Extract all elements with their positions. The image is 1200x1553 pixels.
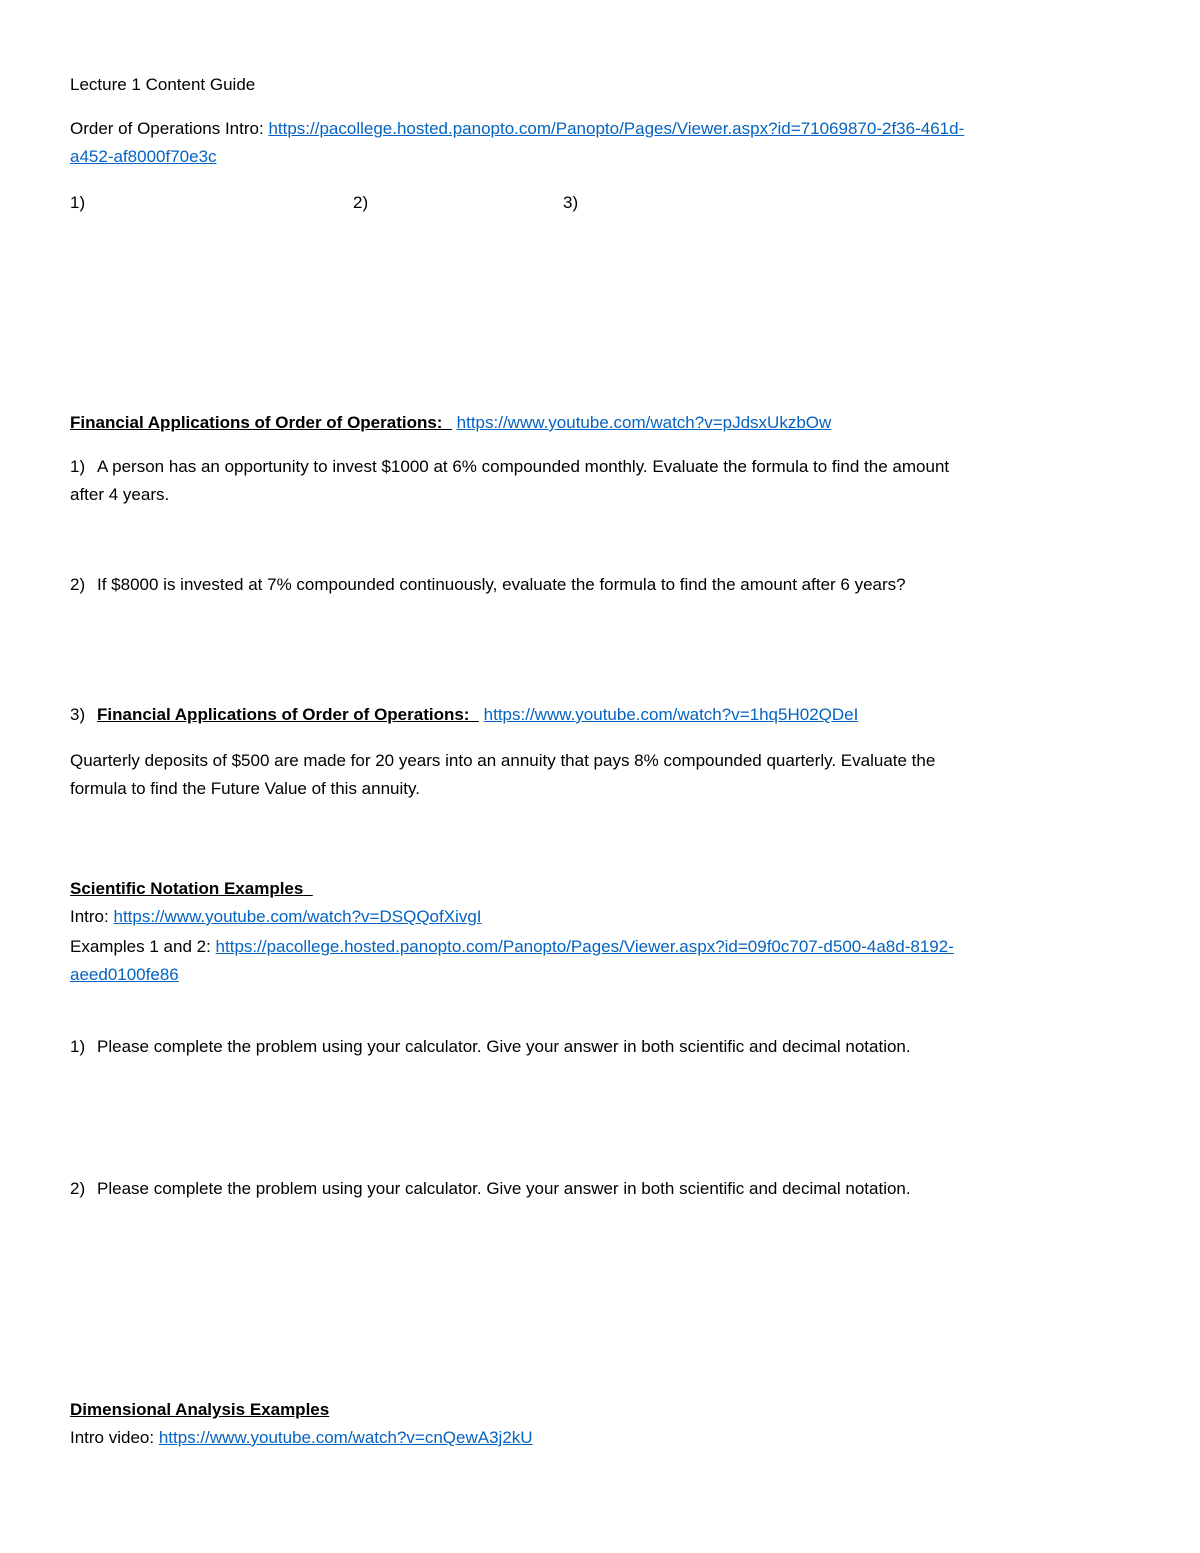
scientific-intro-label: Intro: (70, 907, 109, 926)
document-title: Lecture 1 Content Guide (70, 75, 256, 94)
scientific-examples-link-part2[interactable]: aeed0100fe86 (70, 965, 179, 984)
dimensional-intro-label: Intro video: (70, 1428, 155, 1447)
scientific-q2-number: 2) (70, 1179, 86, 1198)
financial-q1-number: 1) (70, 457, 86, 476)
order-ops-num-2: 2) (353, 193, 369, 212)
financial-q3-number: 3) (70, 705, 86, 724)
financial-q1-text: A person has an opportunity to invest $1000 at 6% compounded monthly. Evaluate the formula to find the amount (97, 457, 950, 476)
financial-q2 (70, 574, 906, 596)
scientific-q1-text: Please complete the problem using your calculator. Give your answer in both scientific and decimal notation. (97, 1037, 911, 1056)
dimensional-intro-line (70, 1427, 533, 1449)
financial-heading-line (70, 412, 831, 434)
order-ops-num-3: 3) (563, 193, 579, 212)
order-ops-label: Order of Operations Intro: (70, 119, 264, 138)
financial-q2-text: If $8000 is invested at 7% compounded continuously, evaluate the formula to find the amount after 6 years? (97, 575, 906, 594)
scientific-intro-link[interactable]: https://www.youtube.com/watch?v=DSQQofXivgI (113, 907, 482, 926)
financial-link[interactable]: https://www.youtube.com/watch?v=pJdsxUkzbOw (456, 413, 832, 432)
scientific-heading: Scientific Notation Examples (70, 879, 304, 898)
scientific-heading-line (70, 878, 313, 900)
financial-q3-heading-line (70, 704, 858, 726)
scientific-q2 (70, 1178, 911, 1200)
dimensional-intro-link[interactable]: https://www.youtube.com/watch?v=cnQewA3j2kU (158, 1428, 533, 1447)
financial-q3-heading: Financial Applications of Order of Operations: (97, 705, 470, 724)
financial-q3-line2: formula to find the Future Value of this annuity. (70, 779, 420, 798)
scientific-examples-line (70, 936, 954, 958)
financial-q1-line1 (70, 456, 949, 478)
scientific-q1 (70, 1036, 911, 1058)
financial-q3-line1: Quarterly deposits of $500 are made for 20 years into an annuity that pays 8% compounded quarterly. Evaluate the (70, 751, 936, 770)
financial-q2-number: 2) (70, 575, 86, 594)
financial-q3-link[interactable]: https://www.youtube.com/watch?v=1hq5H02QDeI (483, 705, 859, 724)
financial-q1-line2: after 4 years. (70, 485, 170, 504)
dimensional-heading-line (70, 1399, 329, 1421)
dimensional-heading: Dimensional Analysis Examples (70, 1400, 330, 1419)
financial-heading: Financial Applications of Order of Operations: (70, 413, 443, 432)
scientific-intro-line (70, 906, 482, 928)
order-ops-num-1: 1) (70, 193, 86, 212)
order-ops-link-continued (70, 146, 217, 168)
scientific-examples-link[interactable]: https://pacollege.hosted.panopto.com/Panopto/Pages/Viewer.aspx?id=09f0c707-d500-4a8d-8192- (215, 937, 954, 956)
scientific-examples-link-continued (70, 964, 179, 986)
order-ops-link-part2[interactable]: a452-af8000f70e3c (70, 147, 217, 166)
scientific-q2-text: Please complete the problem using your calculator. Give your answer in both scientific and decimal notation. (97, 1179, 911, 1198)
order-ops-link[interactable]: https://pacollege.hosted.panopto.com/Panopto/Pages/Viewer.aspx?id=71069870-2f36-461d- (268, 119, 965, 138)
scientific-q1-number: 1) (70, 1037, 86, 1056)
order-ops-numbers (70, 192, 670, 214)
scientific-examples-label: Examples 1 and 2: (70, 937, 211, 956)
order-ops-line (70, 118, 964, 140)
